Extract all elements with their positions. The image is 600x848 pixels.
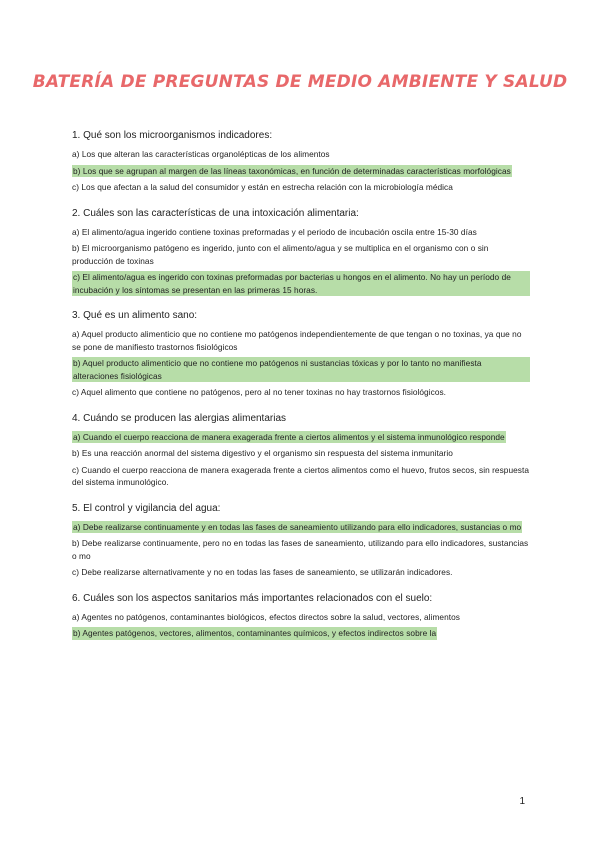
question-text: 6. Cuáles son los aspectos sanitarios más importantes relacionados con el suelo: [72,592,433,604]
question-1 [72,130,530,194]
option-b-highlighted: b) Aquel producto alimenticio que no contiene mo patógenos ni sustancias tóxicas y por lo tanto no manifiesta alteraciones fisiológicas [72,357,530,382]
question-text: 3. Qué es un alimento sano: [72,310,198,321]
question-2 [72,208,530,297]
option-a-highlighted: a) Debe realizarse continuamente y en todas las fases de saneamiento utilizando para ello indicadores, sustancias o mo [73,521,522,532]
option-a: a) Agentes no patógenos, contaminantes biológicos, efectos directos sobre la salud, vectores, alimentos [72,611,460,622]
question-list [72,130,530,654]
option-c: c) Debe realizarse alternativamente y no en todas las fases de saneamiento, se utilizarán indicadores. [72,567,453,577]
option-b-highlighted: b) Los que se agrupan al margen de las líneas taxonómicas, en función de determinadas características morfológicas [73,165,511,176]
question-text: 2. Cuáles son las características de una intoxicación alimentaria: [72,207,359,219]
question-4 [72,413,530,489]
document-title: BATERÍA DE PREGUNTAS DE MEDIO AMBIENTE Y SALUD [32,72,568,92]
question-text: 4. Cuándo se producen las alergias alimentarias [72,412,287,424]
question-text: 1. Qué son los microorganismos indicadores: [72,130,273,141]
option-c: c) Cuando el cuerpo reacciona de manera exagerada frente a ciertos alimentos como el huevo, frutos secos, sin respuesta del sistema inmunológico. [72,464,529,487]
question-6 [72,593,530,640]
question-5 [72,503,530,579]
option-a-highlighted: a) Cuando el cuerpo reacciona de manera exagerada frente a ciertos alimentos y el sistema inmunológico responde [73,431,505,442]
option-c: c) Los que afectan a la salud del consumidor y están en estrecha relación con la microbiología médica [72,182,453,192]
option-b: b) El microorganismo patógeno es ingerido, junto con el alimento/agua y se multiplica en el organismo con o sin producción de toxinas [72,243,489,266]
option-a: a) Los que alteran las características organolépticas de los alimentos [72,149,330,159]
option-c-highlighted: c) El alimento/agua es ingerido con toxinas preformadas por bacterias u hongos en el alimento. No hay un período de incubación y los síntomas se presentan en las primeras 15 horas. [72,271,530,296]
option-c: c) Aquel alimento que contiene no patógenos, pero al no tener toxinas no hay trastornos fisiológicos. [72,387,447,397]
option-b: b) Es una reacción anormal del sistema digestivo y el organismo sin respuesta del sistema inmunitario [72,448,453,458]
option-b-highlighted: b) Agentes patógenos, vectores, alimentos, contaminantes químicos, y efectos indirectos sobre la [73,628,437,638]
page-number: 1 [519,796,525,807]
question-text: 5. El control y vigilancia del agua: [72,502,221,514]
option-a: a) El alimento/agua ingerido contiene toxinas preformadas y el periodo de incubación oscila entre 15-30 días [72,226,477,237]
option-a: a) Aquel producto alimenticio que no contiene mo patógenos independientemente de que tengan o no toxinas, ya que no se pone de manifiesto trastornos fisiológicos [72,329,522,352]
option-b: b) Debe realizarse continuamente, pero no en todas las fases de saneamiento, utilizando para ello indicadores, sustancias o mo [72,538,529,561]
question-3 [72,310,530,399]
